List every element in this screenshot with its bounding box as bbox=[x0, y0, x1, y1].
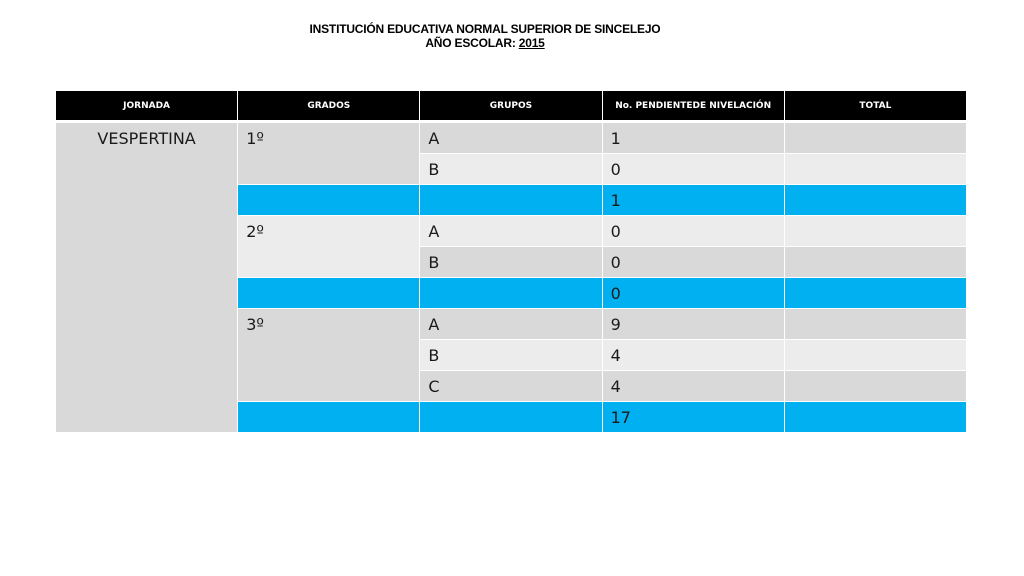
document-title bbox=[0, 22, 970, 50]
total-cell bbox=[784, 216, 966, 247]
grado-cell: 3º bbox=[238, 309, 420, 402]
grupo-cell: B bbox=[420, 247, 602, 278]
subtotal-grado-cell bbox=[238, 185, 420, 216]
header-total: TOTAL bbox=[784, 91, 966, 122]
subtotal-grupo-cell bbox=[420, 402, 602, 433]
pendiente-cell: 0 bbox=[602, 154, 784, 185]
subtotal-grado-cell bbox=[238, 402, 420, 433]
subtotal-total-cell bbox=[784, 185, 966, 216]
total-cell bbox=[784, 340, 966, 371]
subtotal-grupo-cell bbox=[420, 278, 602, 309]
header-pendiente: No. PENDIENTEDE NIVELACIÓN bbox=[602, 91, 784, 122]
school-year-label: AÑO ESCOLAR: bbox=[425, 36, 519, 50]
subtotal-value: 0 bbox=[602, 278, 784, 309]
grupo-cell: B bbox=[420, 340, 602, 371]
title-school-year bbox=[0, 36, 970, 50]
table-row bbox=[56, 122, 967, 154]
header-grados: GRADOS bbox=[238, 91, 420, 122]
jornada-cell: VESPERTINA bbox=[56, 122, 238, 433]
pendiente-cell: 0 bbox=[602, 216, 784, 247]
grupo-cell: A bbox=[420, 122, 602, 154]
subtotal-value: 17 bbox=[602, 402, 784, 433]
total-cell bbox=[784, 309, 966, 340]
school-year-value: 2015 bbox=[518, 36, 545, 50]
grado-cell: 1º bbox=[238, 122, 420, 185]
grupo-cell: B bbox=[420, 154, 602, 185]
subtotal-grupo-cell bbox=[420, 185, 602, 216]
pendiente-cell: 0 bbox=[602, 247, 784, 278]
subtotal-total-cell bbox=[784, 402, 966, 433]
subtotal-grado-cell bbox=[238, 278, 420, 309]
grupo-cell: C bbox=[420, 371, 602, 402]
pendiente-cell: 9 bbox=[602, 309, 784, 340]
pendiente-cell: 1 bbox=[602, 122, 784, 154]
total-cell bbox=[784, 371, 966, 402]
grupo-cell: A bbox=[420, 309, 602, 340]
table-header-row bbox=[56, 91, 967, 122]
subtotal-total-cell bbox=[784, 278, 966, 309]
title-institution: INSTITUCIÓN EDUCATIVA NORMAL SUPERIOR DE SINCELEJO bbox=[309, 22, 661, 36]
total-cell bbox=[784, 154, 966, 185]
pendiente-cell: 4 bbox=[602, 340, 784, 371]
pending-leveling-table bbox=[55, 90, 967, 433]
header-jornada: JORNADA bbox=[56, 91, 238, 122]
header-grupos: GRUPOS bbox=[420, 91, 602, 122]
pendiente-cell: 4 bbox=[602, 371, 784, 402]
total-cell bbox=[784, 122, 966, 154]
subtotal-value: 1 bbox=[602, 185, 784, 216]
grado-cell: 2º bbox=[238, 216, 420, 278]
total-cell bbox=[784, 247, 966, 278]
grupo-cell: A bbox=[420, 216, 602, 247]
